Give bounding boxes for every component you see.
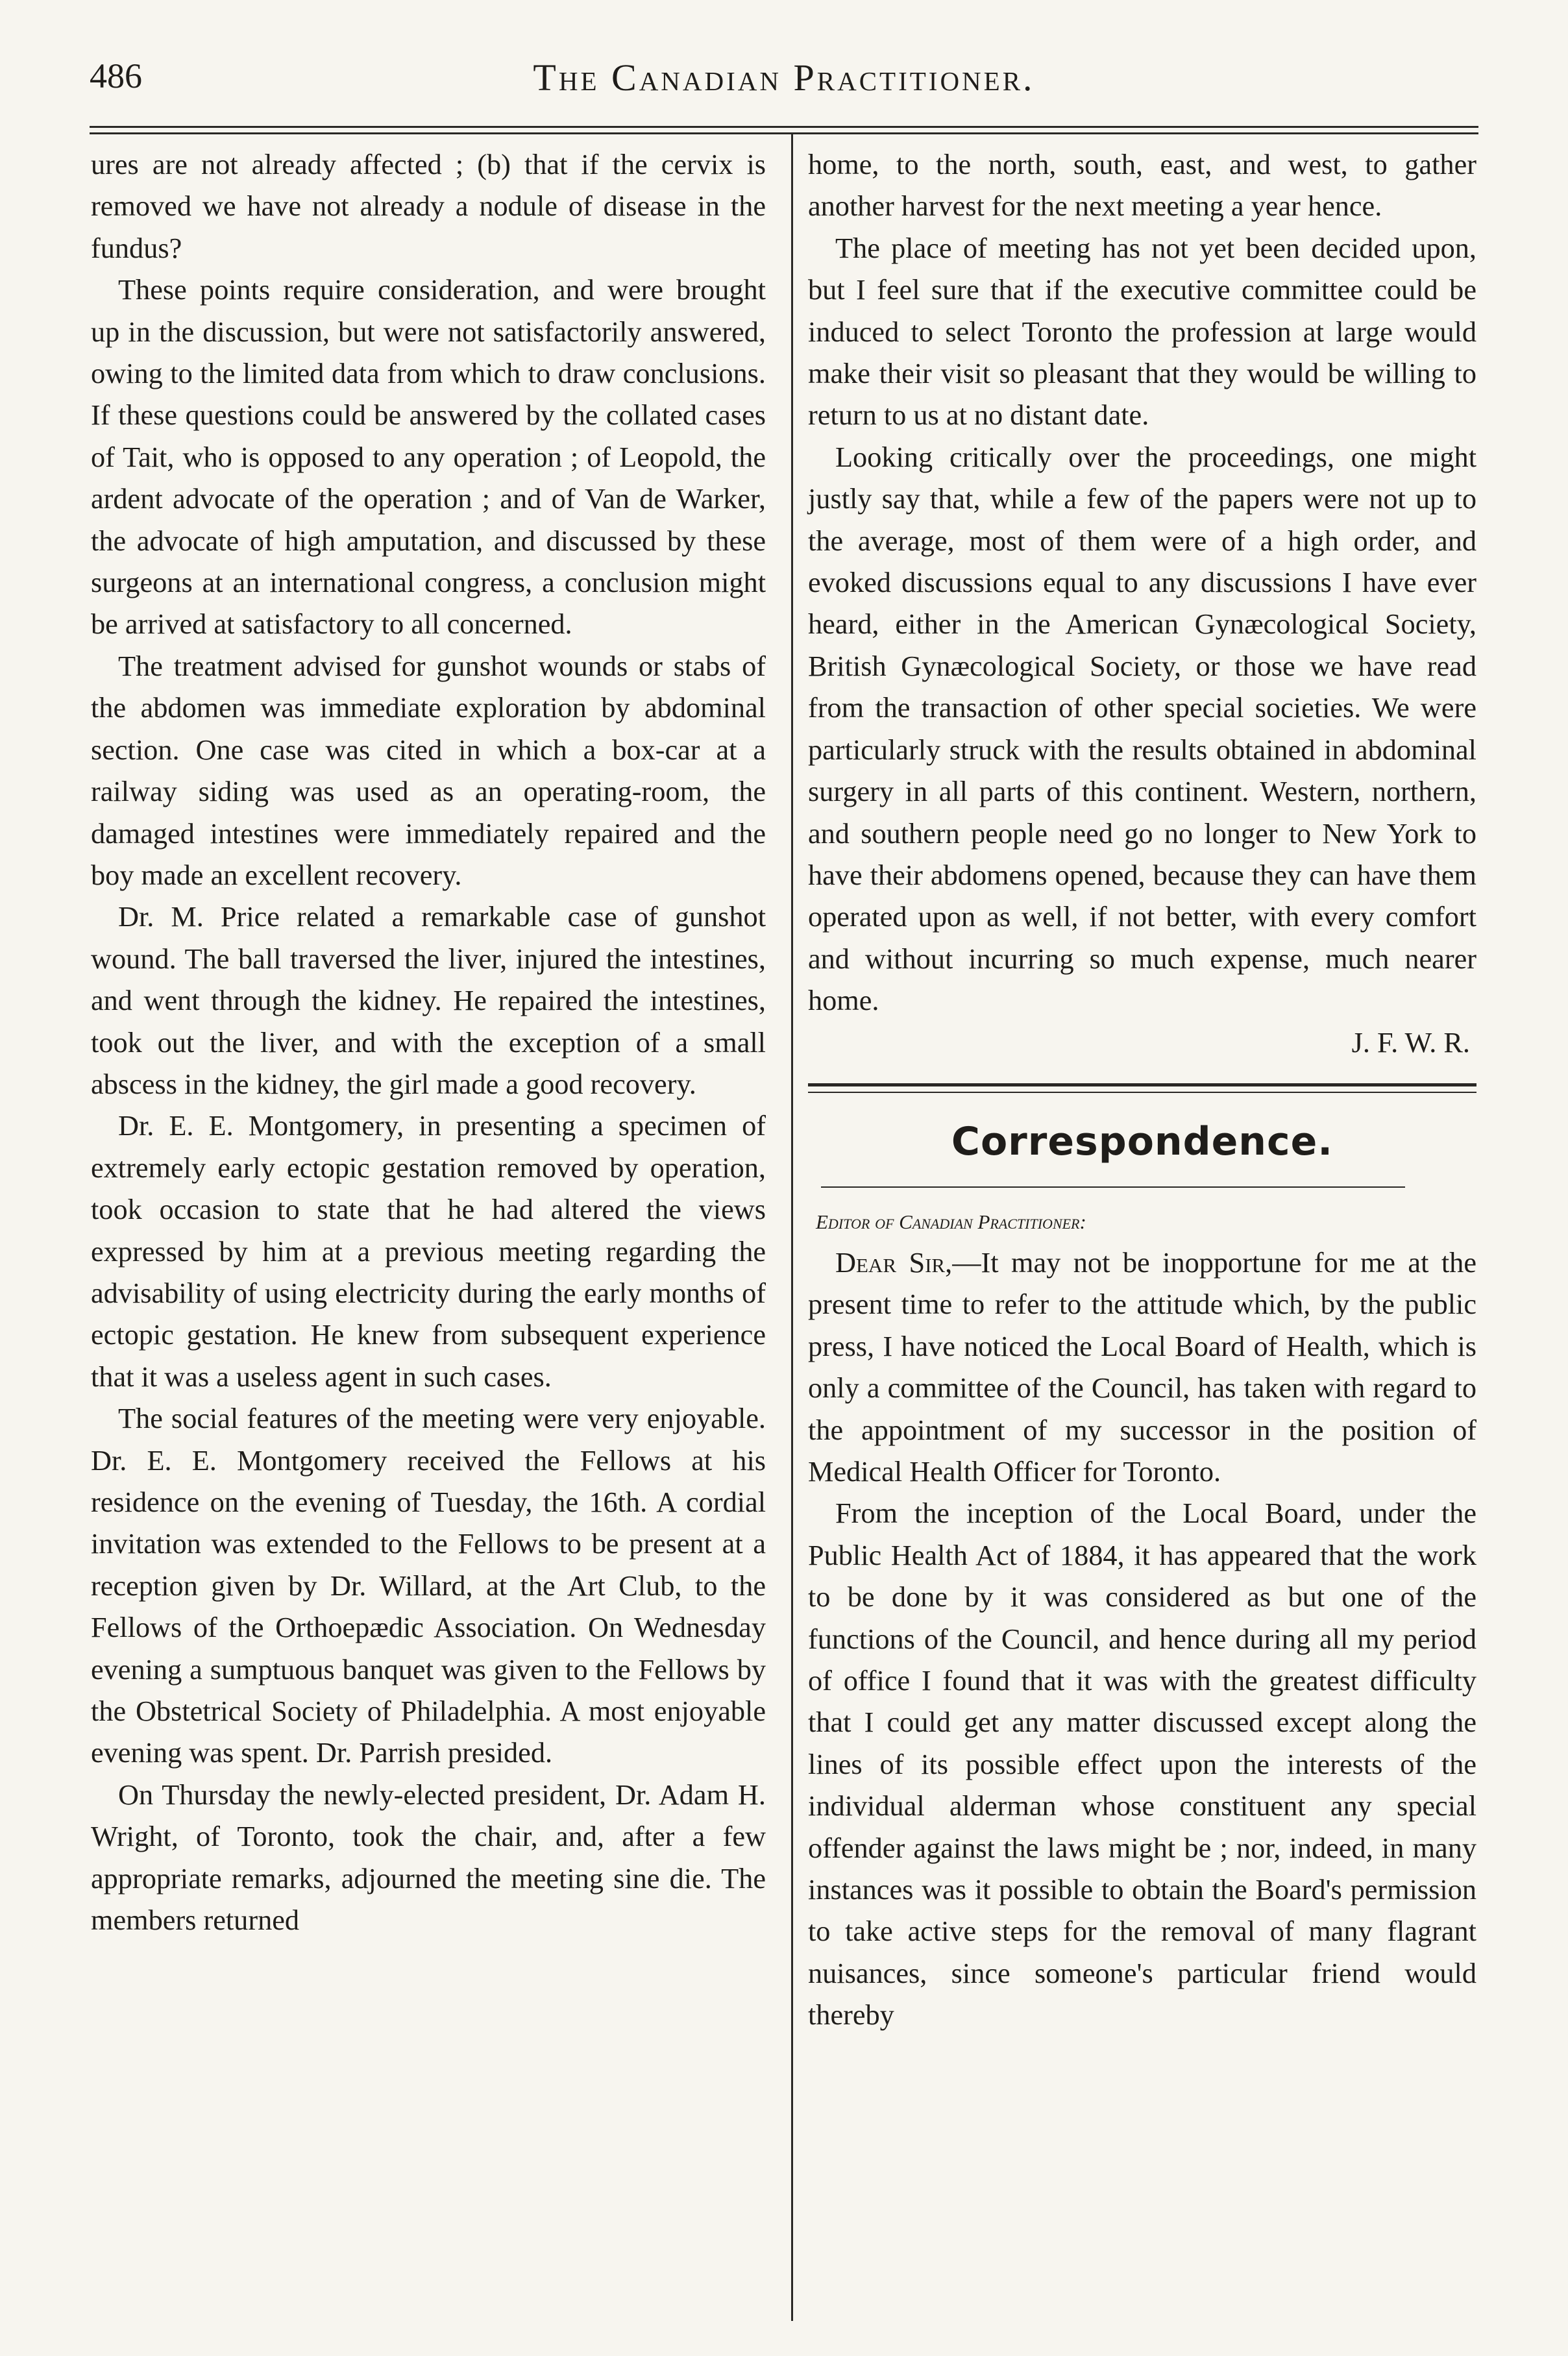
column-divider: [791, 134, 793, 2321]
page-number: 486: [90, 56, 142, 95]
right-paragraph-2: The place of meeting has not yet been decided upon, but I feel sure that if the executive committee could be induced to select Toronto the profession at large would make their visit so pleasant that they would be willing to return to us at no distant date.: [808, 232, 1476, 432]
journal-title: The Canadian Practitioner.: [533, 56, 1035, 99]
header-rule-top: [90, 126, 1478, 128]
editor-address-text: Editor of Canadian Practitioner:: [816, 1210, 1086, 1233]
article-signature: J. F. W. R.: [1351, 1026, 1470, 1059]
section-rule-heavy: [808, 1083, 1476, 1086]
header-rule-bottom: [90, 132, 1478, 134]
letter-salutation: Dear Sir,: [835, 1246, 953, 1279]
letter-paragraph-1: [808, 1242, 1476, 1493]
left-paragraph-4: Dr. M. Price related a remarkable case of gunshot wound. The ball traversed the liver, injured the intestines, and went through the kidney. He repaired the intestines, took out the liver, and with the exception of a small abscess in the kidney, the girl made a good recovery.: [91, 901, 766, 1100]
left-paragraph-1: ures are not already affected ; (b) that if the cervix is removed we have not already a nodule of disease in the fundus?: [91, 149, 766, 264]
left-paragraph-3: The treatment advised for gunshot wounds or stabs of the abdomen was immediate exploration by abdominal section. One case was cited in which a box-car at a railway siding was used as an operating-room, the damaged intestines were immediately repaired and the boy made an excellent recovery.: [91, 650, 766, 891]
running-head: [0, 56, 1568, 99]
editor-address: [816, 1207, 1476, 1237]
left-paragraph-6: The social features of the meeting were very enjoyable. Dr. E. E. Montgomery received the Fellows at his residence on the evening of Tuesday, the 16th. A cordial invitation was extended to the Fellows to be present at a reception given by Dr. Willard, at the Art Club, to the Fellows of the Orthoepædic Association. On Wednesday evening a sumptuous banquet was given to the Fellows by the Obstetrical Society of Philadelphia. A most enjoyable evening was spent. Dr. Parrish presided.: [91, 1403, 766, 1769]
section-rule-short: [821, 1186, 1405, 1188]
left-paragraph-7: On Thursday the newly-elected president, Dr. Adam H. Wright, of Toronto, took the chair, and, after a few appropriate remarks, adjourned the meeting sine die. The members returned: [91, 1778, 766, 1937]
left-paragraph-5: Dr. E. E. Montgomery, in presenting a specimen of extremely early ectopic gestation removed by operation, took occasion to state that he had altered the views expressed by him at a previous meeting regarding the advisability of using electricity during the early months of ectopic gestation. He knew from subsequent experience that it was a useless agent in such cases.: [91, 1110, 766, 1393]
letter-paragraph-2: From the inception of the Local Board, under the Public Health Act of 1884, it has appeared that the work to be done by it was considered as but one of the functions of the Council, and hence during all my period of office I found that it was with the greatest difficulty that I could get any matter discussed except along the lines of its possible effect upon the interests of the individual alderman whose constituent any special offender against the laws might be ; nor, indeed, in many instances was it possible to obtain the Board's permission to take active steps for the removal of many flagrant nuisances, since someone's particular friend would thereby: [808, 1497, 1476, 2031]
left-paragraph-2: These points require consideration, and were brought up in the discussion, but were not satisfactorily answered, owing to the limited data from which to draw conclusions. If these questions could be answered by the collated cases of Tait, who is opposed to any operation ; of Leopold, the ardent advocate of the operation ; and of Van de Warker, the advocate of high amputation, and discussed by these surgeons at an international congress, a conclusion might be arrived at satisfactory to all concerned.: [91, 274, 766, 641]
left-column: [91, 144, 766, 1941]
section-title-correspondence: Correspondence.: [951, 1118, 1334, 1164]
right-paragraph-3: Looking critically over the proceedings, one might justly say that, while a few of the papers were not up to the average, most of them were of a high order, and evoked discussions equal to any discussions I have ever heard, either in the American Gynæcological Society, British Gynæcological Society, or those we have read from the transaction of other special societies. We were particularly struck with the results obtained in abdominal surgery in all parts of this continent. Western, northern, and southern people need go no longer to New York to have their abdomens opened, because they can have them operated upon as well, if not better, with every comfort and without incurring so much expense, much nearer home.: [808, 441, 1476, 1017]
right-column: [808, 144, 1476, 2037]
section-rule-thin: [808, 1092, 1476, 1093]
right-paragraph-1: home, to the north, south, east, and west, to gather another harvest for the next meeting a year hence.: [808, 149, 1476, 223]
letter-paragraph-1-text: —It may not be inopportune for me at the present time to refer to the attitude which, by the public press, I have noticed the Local Board of Health, which is only a committee of the Council, has taken with regard to the appointment of my successor in the position of Medical Health Officer for Toronto.: [808, 1246, 1476, 1488]
